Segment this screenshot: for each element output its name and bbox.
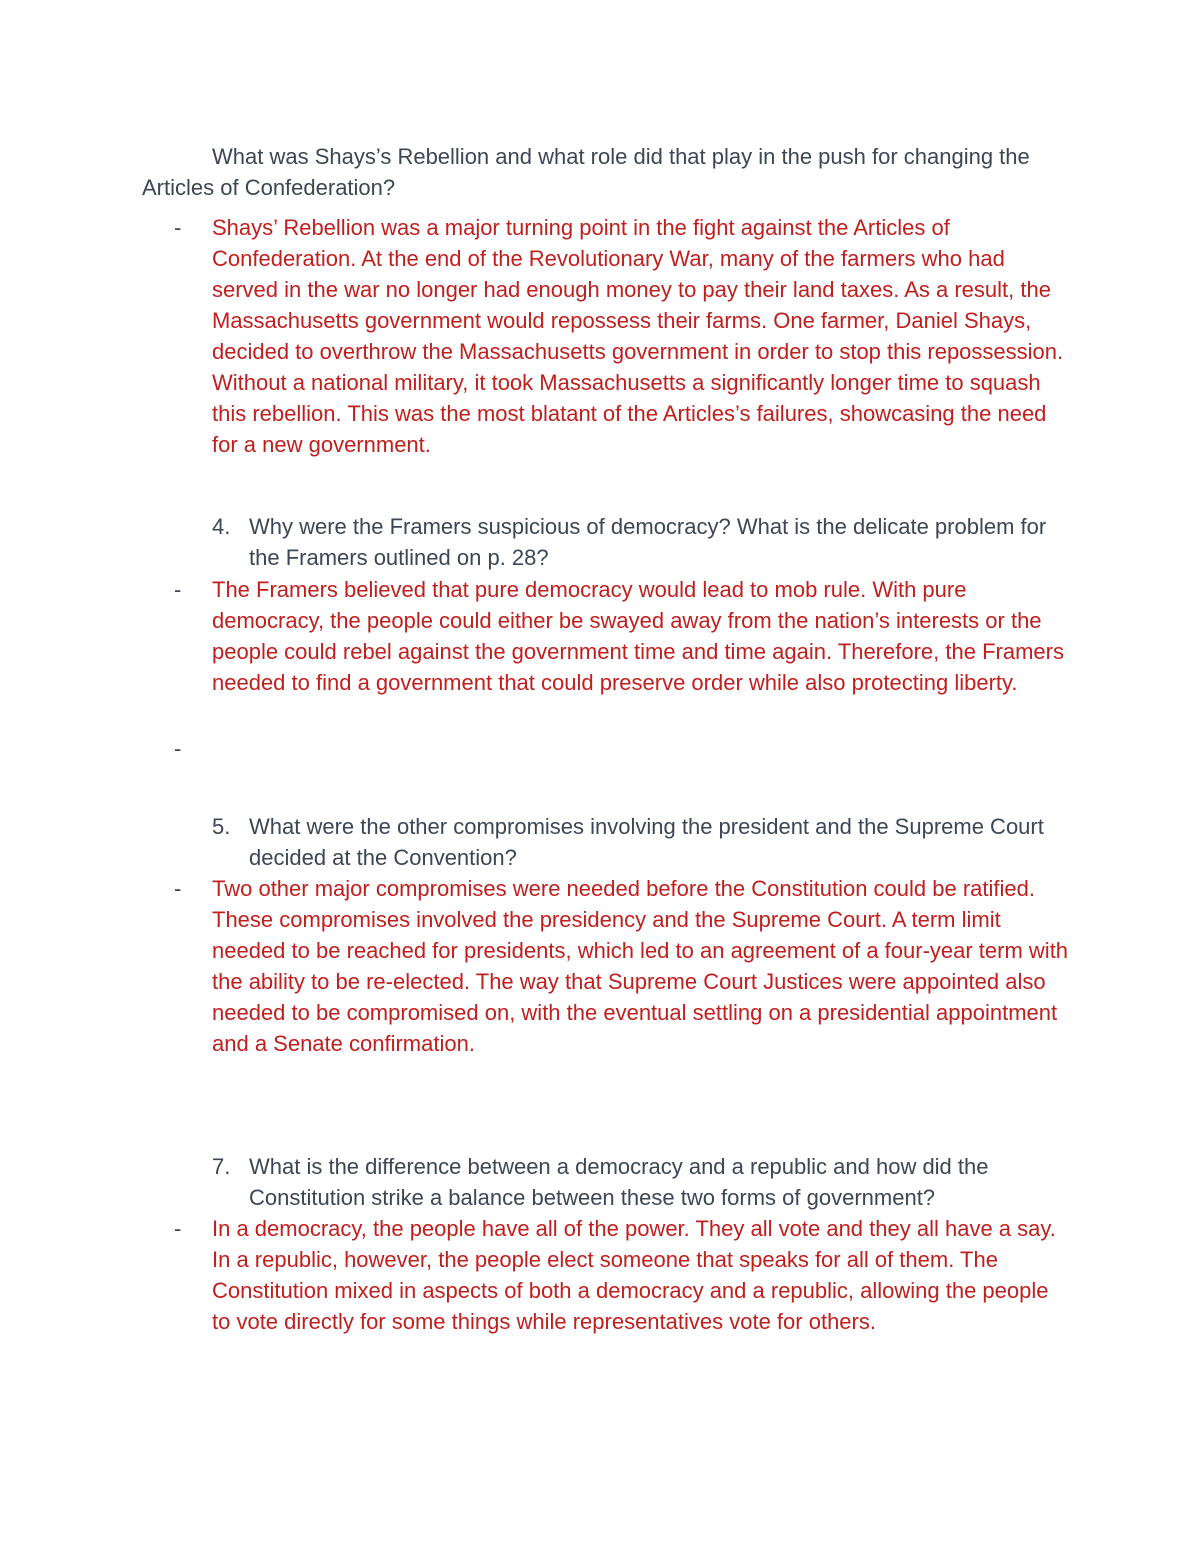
question-number: 5. [212,814,231,839]
answer-shays-rebellion [174,212,1069,460]
answer-text: Two other major compromises were needed before the Constitution could be ratified. These compromises involved the presidency and the Supreme Court. A term limit needed to be reached for presidents, which led to an agreement of a four-year term with the ability to be re-elected. The way that Supreme Court Justices were appointed also needed to be compromised on, with the eventual settling on a presidential appointment and a Senate confirmation. [212,876,1069,1056]
question-text: What were the other compromises involving the president and the Supreme Court decided at the Convention? [249,814,1044,870]
answer-4 [174,574,1069,698]
answer-text: The Framers believed that pure democracy would lead to mob rule. With pure democracy, the people could either be swayed away from the nation’s interests or the people could rebel against the government time and time again. Therefore, the Framers needed to find a government that could preserve order while also protecting liberty. [212,577,1064,695]
question-text: What is the difference between a democracy and a republic and how did the Constitution strike a balance between these two forms of government? [249,1154,989,1210]
question-shays-rebellion: What was Shays’s Rebellion and what role did that play in the push for changing the Articles of Confederation? [142,144,1030,200]
question-number: 7. [212,1154,231,1179]
bullet-dash: - [174,577,182,602]
empty-bullet-dash: - [174,736,182,761]
answer-text: Shays’ Rebellion was a major turning point in the fight against the Articles of Confederation. At the end of the Revolutionary War, many of the farmers who had served in the war no longer had enough money to pay their land taxes. As a result, the Massachusetts government would repossess their farms. One farmer, Daniel Shays, decided to overthrow the Massachusetts government in order to stop this repossession. Without a national military, it took Massachusetts a significantly longer time to squash this rebellion. This was the most blatant of the Articles’s failures, showcasing the need for a new government. [212,215,1064,457]
question-number: 4. [212,514,231,539]
question-5 [212,811,1062,873]
bullet-dash: - [174,215,182,240]
bullet-dash: - [174,876,182,901]
question-text: Why were the Framers suspicious of democracy? What is the delicate problem for the Framers outlined on p. 28? [249,514,1047,570]
question-4 [212,511,1062,573]
question-7 [212,1151,1062,1213]
answer-5 [174,873,1069,1059]
answer-7 [174,1213,1069,1337]
bullet-dash: - [174,1216,182,1241]
answer-text: In a democracy, the people have all of the power. They all vote and they all have a say. In a republic, however, the people elect someone that speaks for all of them. The Constitution mixed in aspects of both a democracy and a republic, allowing the people to vote directly for some things while representatives vote for others. [212,1216,1056,1334]
